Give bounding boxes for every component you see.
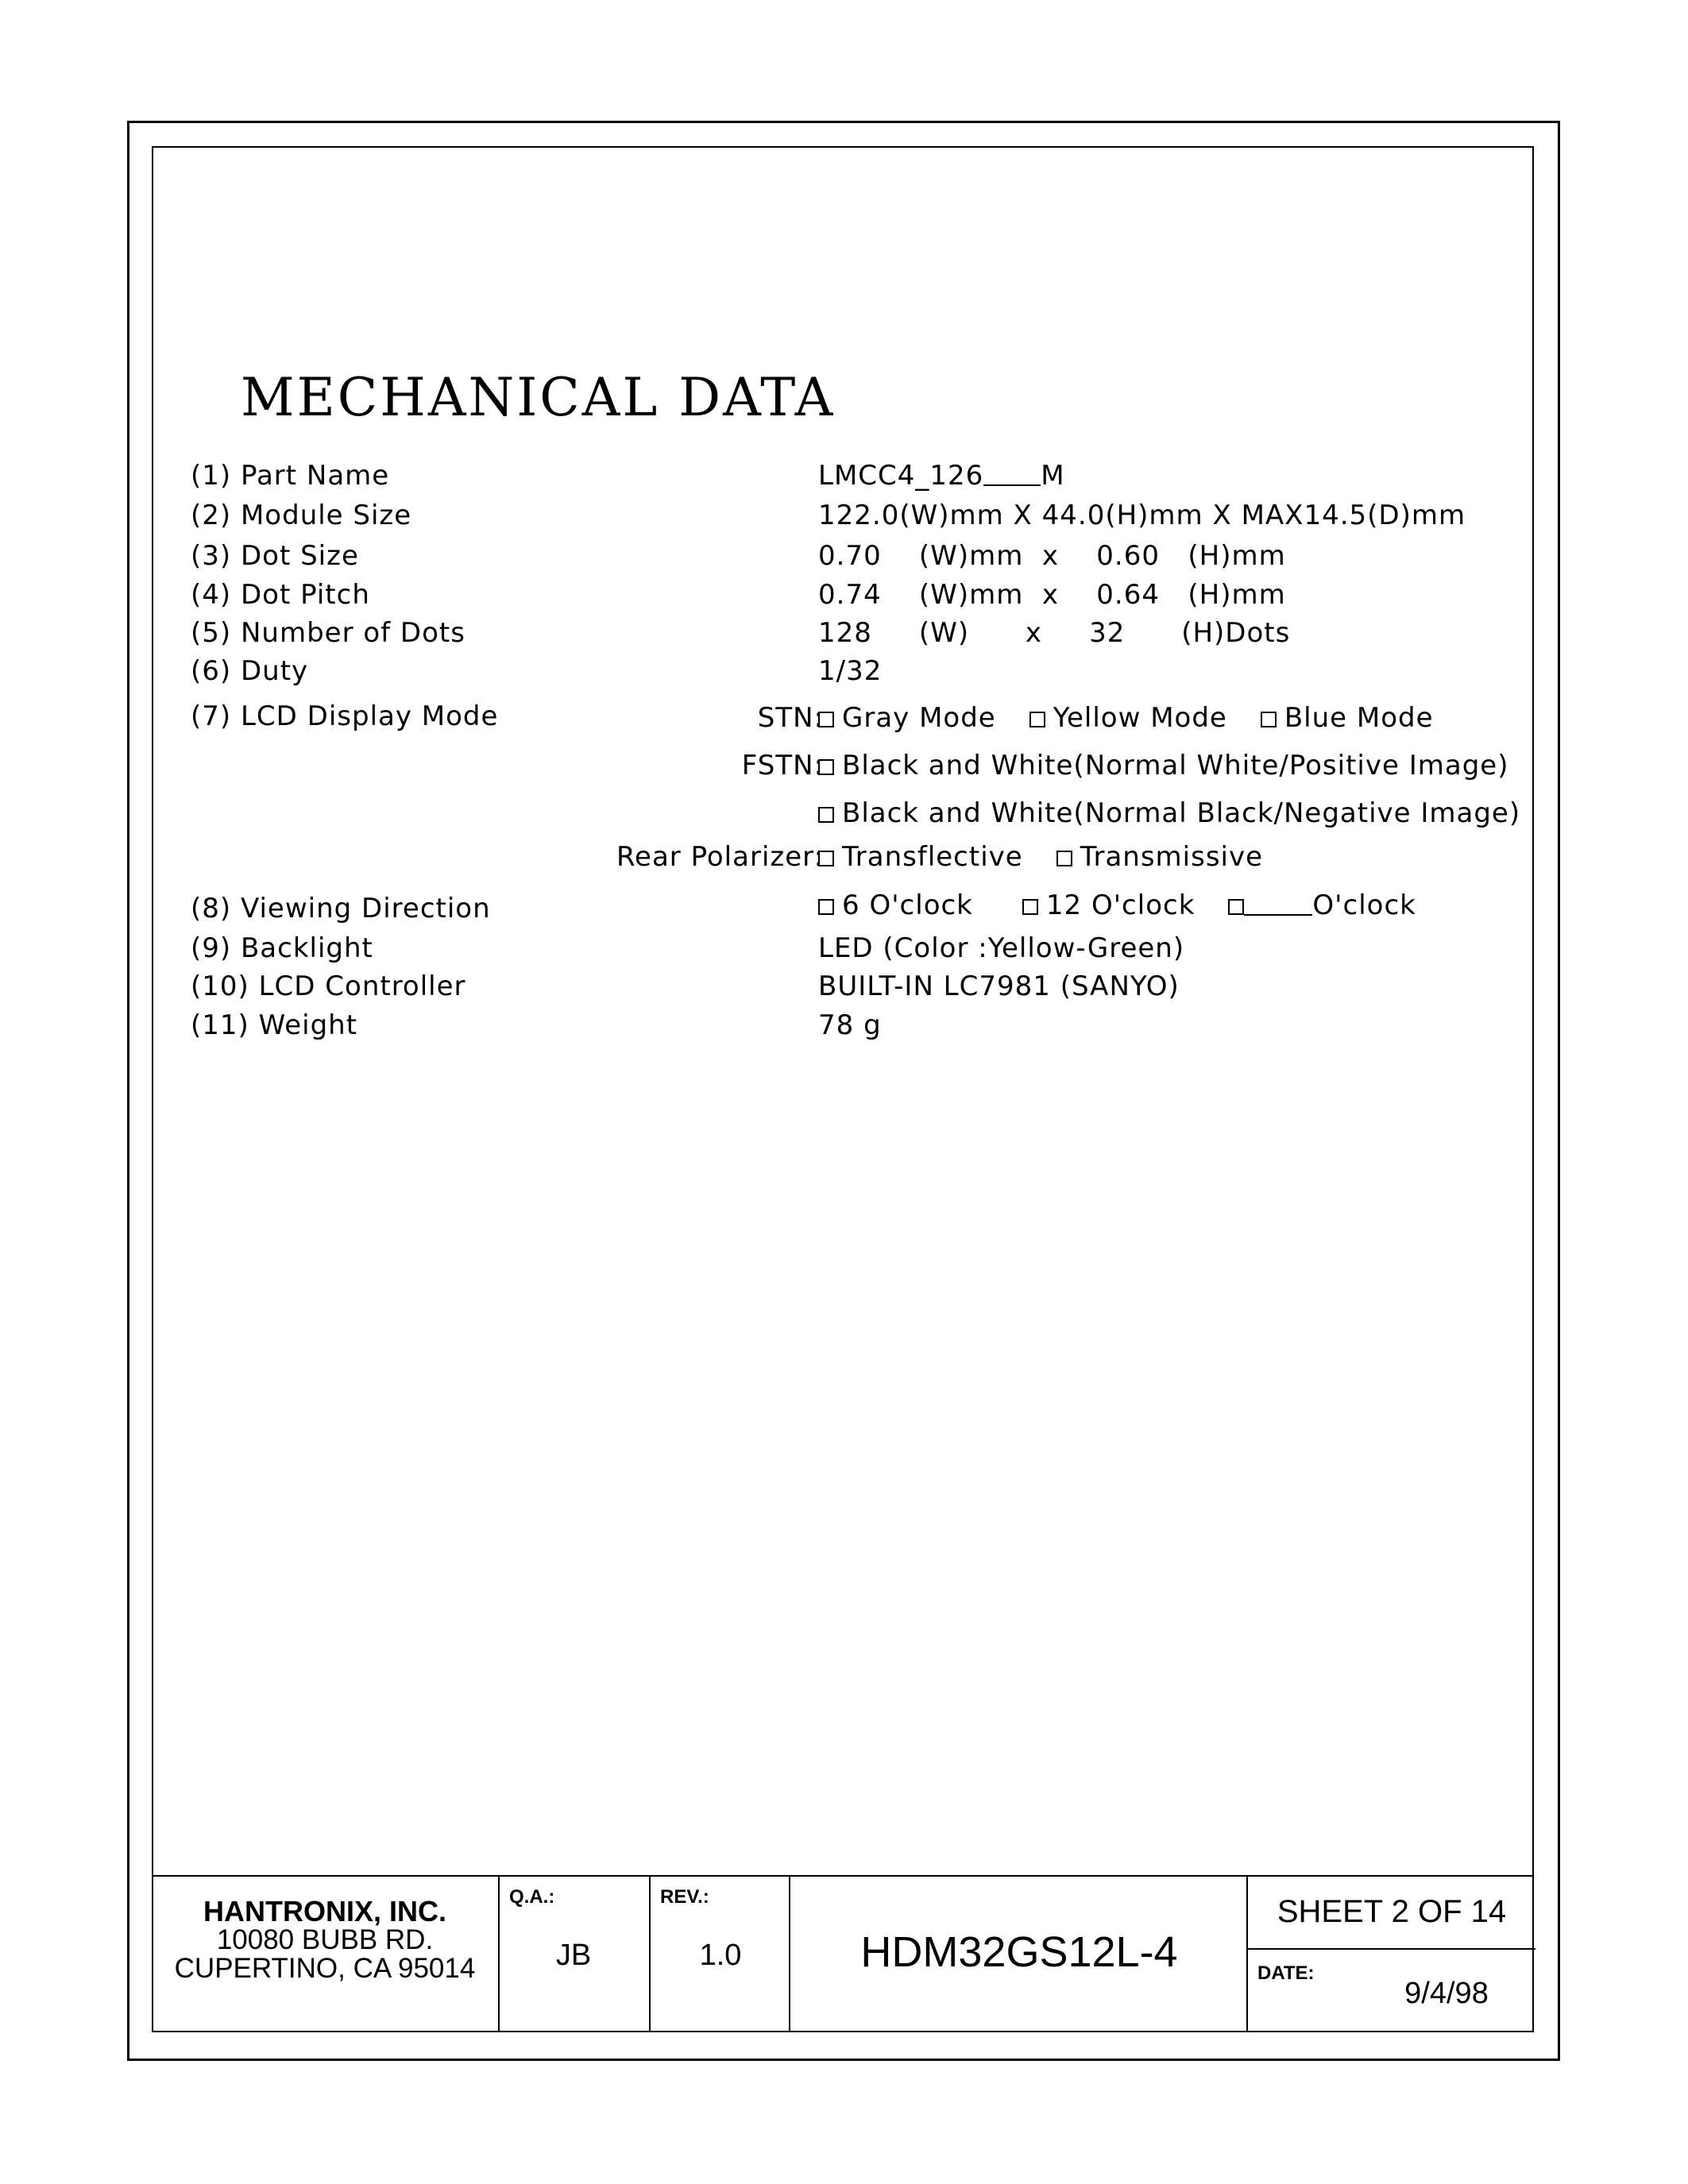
part-name-mid: 126 [929,460,984,492]
date-label: DATE: [1257,1962,1315,1984]
viewing-12-label: 12 O'clock [1045,889,1196,921]
checkbox-icon [818,712,834,727]
viewing-custom-label: O'clock [1312,889,1416,921]
viewing-12-option[interactable] [1022,889,1196,921]
part-name-value [818,460,1065,492]
weight-label: (11) Weight [191,1009,358,1041]
qa-cell [498,1875,649,2032]
polarizer-transflective-option[interactable] [818,841,1023,873]
sheet-date-divider [1248,1948,1535,1950]
part-name-prefix: LMCC4_ [818,460,930,492]
dot-pitch-value: 0.74 (W)mm x 0.64 (H)mm [818,579,1286,611]
dots-label: (5) Number of Dots [191,617,465,649]
backlight-value: LED (Color :Yellow-Green) [818,932,1185,964]
date-value: 9/4/98 [1404,1977,1489,2010]
part-name-suffix: M [1041,460,1065,492]
dot-size-label: (3) Dot Size [191,540,359,572]
polarizer-options [818,841,1263,873]
fstn-label: FSTN: [741,750,824,781]
viewing-label: (8) Viewing Direction [191,893,491,924]
weight-value: 78 g [818,1009,882,1041]
lcd-mode-label: (7) LCD Display Mode [191,700,499,732]
part-name-label: (1) Part Name [191,460,390,492]
stn-label: STN: [757,702,824,734]
page-title [241,367,835,428]
checkbox-icon [1261,712,1277,727]
polarizer-transflective-label: Transflective [842,841,1023,873]
rev-cell [649,1875,789,2032]
checkbox-icon [1056,851,1072,866]
fstn-negative-label: Black and White(Normal Black/Negative Image) [842,797,1521,829]
stn-options [818,702,1434,734]
fstn-positive-option[interactable] [818,750,1508,781]
viewing-custom-option[interactable] [1228,889,1416,921]
inner-border [152,146,1534,2032]
dot-size-value: 0.70 (W)mm x 0.60 (H)mm [818,540,1286,572]
title-block [152,1875,1534,2032]
checkbox-icon [1022,899,1038,915]
polarizer-transmissive-label: Transmissive [1080,841,1264,873]
polarizer-transmissive-option[interactable] [1056,841,1263,873]
viewing-options [818,889,1416,921]
backlight-label: (9) Backlight [191,932,373,964]
checkbox-icon [818,899,834,915]
dot-pitch-label: (4) Dot Pitch [191,579,370,611]
checkbox-icon [818,759,834,775]
viewing-custom-blank [1244,892,1312,916]
checkbox-icon [818,851,834,866]
stn-blue-label: Blue Mode [1284,702,1434,734]
doc-number: HDM32GS12L-4 [860,1928,1178,1976]
company-block [152,1897,498,1983]
stn-blue-option[interactable] [1261,702,1434,734]
sheet-number: SHEET 2 OF 14 [1277,1894,1507,1929]
module-size-label: (2) Module Size [191,500,412,531]
rev-label: REV.: [660,1886,709,1908]
duty-label: (6) Duty [191,655,309,687]
stn-gray-label: Gray Mode [842,702,996,734]
checkbox-icon [1029,712,1045,727]
fstn-positive-label: Black and White(Normal White/Positive Image) [842,750,1509,781]
fstn-negative-option[interactable] [818,797,1520,829]
stn-gray-option[interactable] [818,702,996,734]
polarizer-label: Rear Polarizer: [616,841,824,873]
controller-value: BUILT-IN LC7981 (SANYO) [818,970,1180,1002]
controller-label: (10) LCD Controller [191,970,466,1002]
qa-label: Q.A.: [509,1886,555,1908]
viewing-6-option[interactable] [818,889,973,921]
dots-value: 128 (W) x 32 (H)Dots [818,617,1291,649]
company-name: HANTRONIX, INC. [203,1895,446,1927]
company-address-2: CUPERTINO, CA 95014 [174,1953,476,1984]
qa-value: JB [555,1939,592,1972]
duty-value: 1/32 [818,655,883,687]
part-name-blank [983,462,1041,486]
stn-yellow-label: Yellow Mode [1053,702,1227,734]
checkbox-icon [818,807,834,823]
stn-yellow-option[interactable] [1029,702,1227,734]
checkbox-icon [1228,899,1244,915]
module-size-value: 122.0(W)mm X 44.0(H)mm X MAX14.5(D)mm [818,500,1466,531]
viewing-6-label: 6 O'clock [842,889,973,921]
rev-value: 1.0 [699,1939,742,1972]
sheet-cell [1246,1875,1534,2032]
page-title-text: MECHANICAL DATA [241,367,836,428]
doc-number-cell [789,1875,1246,2032]
company-address-1: 10080 BUBB RD. [216,1924,434,1955]
